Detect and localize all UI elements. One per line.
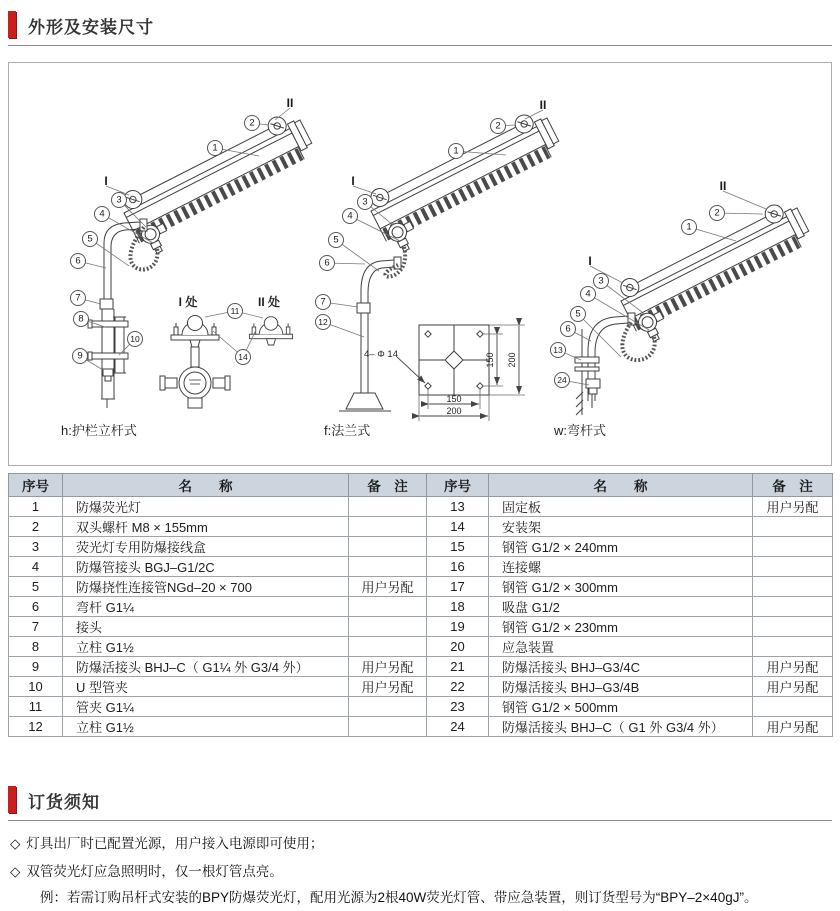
leader-line	[578, 314, 621, 357]
part-note-cell	[753, 557, 833, 577]
callout-label-7: 7	[320, 296, 326, 308]
leader-line	[723, 191, 766, 209]
lamp-assembly-h	[116, 108, 324, 259]
leader-line	[353, 186, 376, 194]
col-header-note-left: 备 注	[349, 474, 427, 497]
part-name-cell: 防爆荧光灯	[63, 497, 349, 517]
part-note-cell	[753, 577, 833, 597]
table-row	[9, 577, 833, 597]
part-no-cell: 11	[9, 697, 63, 717]
section-title: 外形及安装尺寸	[28, 18, 154, 37]
part-no-cell: 1	[9, 497, 63, 517]
table-header-row	[9, 474, 833, 497]
red-accent-bar	[8, 11, 16, 38]
callout-label-I: I	[588, 254, 592, 268]
note-text: 灯具出厂时已配置光源，用户接入电源即可使用；	[26, 836, 324, 851]
part-name-cell: 应急装置	[489, 637, 753, 657]
callout-label-2: 2	[249, 117, 255, 129]
part-name-cell: 防爆活接头 BHJ–G3/4C	[489, 657, 753, 677]
table-row	[9, 657, 833, 677]
callout-label-3: 3	[362, 196, 368, 208]
figure-f-flange	[316, 98, 572, 438]
part-note-cell	[349, 517, 427, 537]
fixing-plate	[575, 357, 599, 363]
caption-w: w:弯杆式	[554, 423, 607, 438]
junction-box-detail	[160, 347, 230, 408]
flange-dim-150-v: 150	[485, 352, 495, 368]
table-row	[9, 697, 833, 717]
part-note-cell	[349, 557, 427, 577]
flange-hole-label: 4– Φ 14	[364, 349, 398, 360]
part-note-cell	[753, 597, 833, 617]
part-name-cell: 固定板	[489, 497, 753, 517]
part-note-cell	[753, 697, 833, 717]
col-header-name-right: 名 称	[489, 474, 753, 497]
part-no-cell: 14	[427, 517, 489, 537]
callout-label-II: II	[286, 96, 294, 110]
table-row	[9, 597, 833, 617]
part-no-cell: 9	[9, 657, 63, 677]
callout-label-I: I	[351, 174, 355, 188]
callout-label-12: 12	[318, 317, 328, 327]
part-no-cell: 21	[427, 657, 489, 677]
lamp-assembly-f	[363, 106, 571, 257]
callout-label-II: II	[539, 98, 547, 112]
part-name-cell: 安装架	[489, 517, 753, 537]
callout-label-I: I	[104, 174, 108, 188]
callout-label-1: 1	[686, 221, 692, 233]
flange-dim-200-h: 200	[446, 406, 462, 416]
pole-f	[339, 247, 405, 411]
part-name-cell: 防爆活接头 BHJ–C（ G1 外 G3/4 外）	[489, 717, 753, 737]
callout-label-5: 5	[575, 308, 581, 320]
callout-label-1: 1	[453, 145, 459, 157]
part-name-cell: 钢管 G1/2 × 500mm	[489, 697, 753, 717]
u-clamp-upper	[92, 321, 128, 327]
flange-dim-200-v: 200	[507, 352, 517, 368]
callout-label-1: 1	[212, 142, 218, 154]
detail-label-loc1: I 处	[178, 295, 198, 309]
part-note-cell: 用户另配	[753, 497, 833, 517]
part-name-cell: 钢管 G1/2 × 300mm	[489, 577, 753, 597]
part-no-cell: 20	[427, 637, 489, 657]
part-no-cell: 4	[9, 557, 63, 577]
flange-plate-detail	[364, 325, 525, 421]
part-note-cell: 用户另配	[349, 677, 427, 697]
part-no-cell: 8	[9, 637, 63, 657]
callout-label-6: 6	[75, 255, 81, 267]
callout-label-11: 11	[230, 306, 240, 316]
part-note-cell	[753, 617, 833, 637]
part-note-cell	[349, 637, 427, 657]
part-name-cell: 钢管 G1/2 × 230mm	[489, 617, 753, 637]
callout-label-4: 4	[585, 288, 591, 300]
callout-label-3: 3	[598, 275, 604, 287]
part-name-cell: 吸盘 G1/2	[489, 597, 753, 617]
callout-label-4: 4	[99, 208, 105, 220]
red-accent-bar	[8, 786, 16, 813]
part-note-cell	[349, 497, 427, 517]
table-row	[9, 717, 833, 737]
diamond-bullet: ◇	[10, 836, 21, 851]
part-no-cell: 22	[427, 677, 489, 697]
col-header-no-left: 序号	[9, 474, 63, 497]
part-note-cell	[753, 517, 833, 537]
part-no-cell: 19	[427, 617, 489, 637]
callout-label-7: 7	[75, 292, 81, 304]
col-header-name-left: 名 称	[63, 474, 349, 497]
callout-label-13: 13	[553, 345, 563, 355]
diamond-bullet: ◇	[10, 864, 21, 879]
caption-h: h:护栏立杆式	[61, 423, 137, 438]
part-note-cell: 用户另配	[349, 657, 427, 677]
table-row	[9, 517, 833, 537]
part-name-cell: 管夹 G1¼	[63, 697, 349, 717]
callout-label-5: 5	[333, 234, 339, 246]
pipe-clamp-detail-1	[171, 316, 219, 348]
part-note-cell: 用户另配	[753, 677, 833, 697]
part-name-cell: 防爆挠性连接管NGd–20 × 700	[63, 577, 349, 597]
table-row	[9, 617, 833, 637]
figure-w-bent-arm	[551, 179, 822, 438]
installation-drawings	[9, 63, 831, 465]
note-item	[10, 860, 283, 880]
part-no-cell: 10	[9, 677, 63, 697]
detail-label-loc2: II 处	[257, 295, 281, 309]
section-header-dimensions	[8, 8, 832, 46]
union-fitting-w	[586, 379, 600, 388]
part-no-cell: 23	[427, 697, 489, 717]
part-no-cell: 15	[427, 537, 489, 557]
figure-h-railing-pole	[61, 96, 324, 438]
pole-h	[88, 219, 157, 408]
part-no-cell: 24	[427, 717, 489, 737]
col-header-no-right: 序号	[427, 474, 489, 497]
caption-f: f:法兰式	[324, 423, 371, 438]
part-name-cell: 钢管 G1/2 × 240mm	[489, 537, 753, 557]
table-row	[9, 677, 833, 697]
note-text: 双管荧光灯应急照明时，仅一根灯管点亮。	[26, 864, 283, 879]
callout-label-2: 2	[714, 207, 720, 219]
table-row	[9, 637, 833, 657]
callout-label-6: 6	[565, 323, 571, 335]
col-header-note-right: 备 注	[753, 474, 833, 497]
part-note-cell	[349, 697, 427, 717]
installation-figures-panel	[8, 62, 832, 466]
part-note-cell	[753, 537, 833, 557]
callouts-h	[71, 96, 294, 370]
section-title: 订货须知	[28, 793, 100, 812]
table-row	[9, 497, 833, 517]
part-note-cell	[753, 637, 833, 657]
part-no-cell: 5	[9, 577, 63, 597]
part-no-cell: 16	[427, 557, 489, 577]
table-row	[9, 557, 833, 577]
callout-label-6: 6	[324, 257, 330, 269]
part-no-cell: 3	[9, 537, 63, 557]
part-no-cell: 7	[9, 617, 63, 637]
part-name-cell: 荧光灯专用防爆接线盒	[63, 537, 349, 557]
part-name-cell: 弯杆 G1¼	[63, 597, 349, 617]
part-name-cell: 双头螺杆 M8 × 155mm	[63, 517, 349, 537]
part-name-cell: 防爆管接头 BGJ–G1/2C	[63, 557, 349, 577]
callout-label-8: 8	[78, 313, 84, 325]
callouts-f	[316, 98, 547, 337]
part-name-cell: 立柱 G1½	[63, 637, 349, 657]
flange-dim-150-h: 150	[446, 394, 462, 404]
part-name-cell: 连接螺	[489, 557, 753, 577]
part-note-cell	[349, 597, 427, 617]
callout-label-5: 5	[87, 233, 93, 245]
callout-label-4: 4	[347, 210, 353, 222]
u-clamp-lower	[92, 353, 128, 359]
part-name-cell: 防爆活接头 BHJ–G3/4B	[489, 677, 753, 697]
part-name-cell: U 型管夹	[63, 677, 349, 697]
part-no-cell: 17	[427, 577, 489, 597]
callout-label-24: 24	[557, 375, 567, 385]
part-note-cell: 用户另配	[753, 657, 833, 677]
part-no-cell: 6	[9, 597, 63, 617]
union-fitting-h	[103, 369, 113, 376]
part-note-cell: 用户另配	[349, 577, 427, 597]
part-no-cell: 2	[9, 517, 63, 537]
part-name-cell: 立柱 G1½	[63, 717, 349, 737]
callout-label-10: 10	[130, 334, 140, 344]
part-no-cell: 18	[427, 597, 489, 617]
part-name-cell: 接头	[63, 617, 349, 637]
callout-label-9: 9	[77, 350, 83, 362]
detail-views-h	[160, 294, 293, 408]
callout-label-14: 14	[238, 352, 248, 362]
flange-foot	[346, 393, 383, 409]
part-note-cell	[349, 717, 427, 737]
part-note-cell	[349, 537, 427, 557]
part-no-cell: 13	[427, 497, 489, 517]
part-no-cell: 12	[9, 717, 63, 737]
callout-label-2: 2	[495, 120, 501, 132]
part-note-cell	[349, 617, 427, 637]
table-row	[9, 537, 833, 557]
note-example: 例：若需订购吊杆式安装的BPY防爆荧光灯，配用光源为2根40W荧光灯管、带应急装置，则订货型号为“BPY–2×40gJ”。	[40, 890, 758, 905]
part-name-cell: 防爆活接头 BHJ–C（ G1¼ 外 G3/4 外）	[63, 657, 349, 677]
section-header-ordering	[8, 783, 832, 821]
callout-label-3: 3	[116, 194, 122, 206]
callout-label-II: II	[719, 179, 727, 193]
parts-table	[8, 473, 833, 737]
note-item	[10, 832, 323, 852]
part-note-cell: 用户另配	[753, 717, 833, 737]
